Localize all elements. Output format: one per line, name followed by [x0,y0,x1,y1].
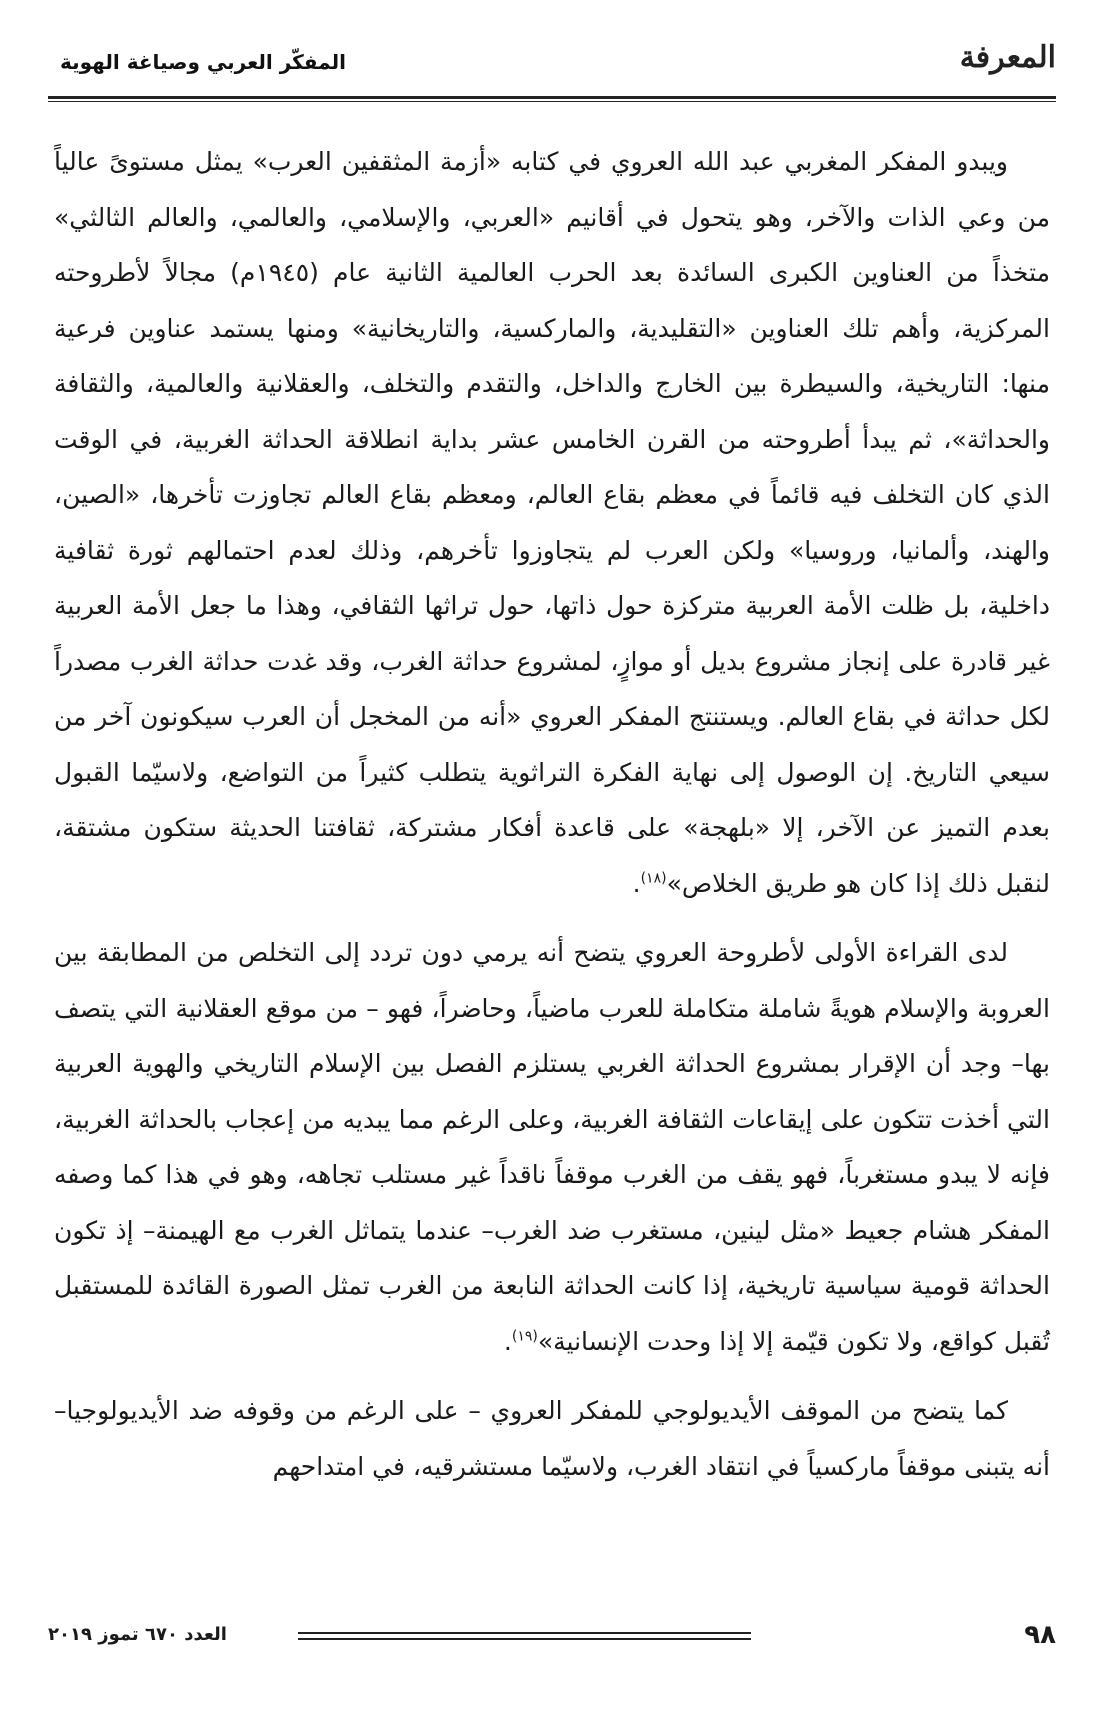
page-number: ٩٨ [1024,1620,1056,1650]
paragraph-1-text: ويبدو المفكر المغربي عبد الله العروي في كتابه «أزمة المثقفين العرب» يمثل مستوىً عالياً من وعي الذات والآخر، وهو يتحول في أقانيم «العربي، والإسلامي، والعالمي، والعالم الثالثي» متخذاً من العناوين الكبرى السائدة بعد الحرب العالمية الثانية عام (١٩٤٥م) مجالاً لأطروحته المركزية، وأهم تلك العناوين «التقليدية، والماركسية، والتاريخانية» ومنها يستمد عناوين فرعية منها: التاريخية، والسيطرة بين الخارج والداخل، والتقدم والتخلف، والعقلانية والعالمية، والثقافة والحداثة»، ثم يبدأ أطروحته من القرن الخامس عشر بداية انطلاقة الحداثة الغربية، في الوقت الذي كان التخلف فيه قائماً في معظم بقاع العالم، ومعظم بقاع العالم تجاوزت تأخرها، «الصين، والهند، وألمانيا، وروسيا» ولكن العرب لم يتجاوزوا تأخرهم، وذلك لعدم احتمالهم ثورة ثقافية داخلية، بل ظلت الأمة العربية متركزة حول ذاتها، حول تراثها الثقافي، وهذا ما جعل الأمة العربية غير قادرة على إنجاز مشروع بديل أو موازٍ، لمشروع حداثة الغرب، وقد غدت حداثة الغرب مصدراً لكل حداثة في بقاع العالم. ويستنتج المفكر العروي «أنه من المخجل أن العرب سيكونون آخر من سيعي التاريخ. إن الوصول إلى نهاية الفكرة التراثوية يتطلب كثيراً من التواضع، ولاسيّما القبول بعدم التميز عن الآخر، إلا «بلهجة» على قاعدة أفكار مشتركة، ثقافتنا الحديثة ستكون مشتقة، لنقبل ذلك إذا كان هو طريق الخلاص» [54,147,1051,898]
paragraph-3: كما يتضح من الموقف الأيديولوجي للمفكر العروي – على الرغم من وقوفه ضد الأيديولوجيا– أنه يتبنى موقفاً ماركسياً في انتقاد الغرب، ولاسيّما مستشرقيه، في امتداحهم [54,1396,1050,1481]
issue-info: العدد ٦٧٠ تموز ٢٠١٩ [48,1624,227,1645]
footer-rule-double [298,1638,751,1640]
header-rule-thin [48,101,1056,102]
running-title: المفكّر العربي وصياغة الهوية [60,50,346,74]
article-body [54,134,1050,1574]
footnote-ref-18: (١٨) [640,870,667,887]
paragraph-1 [54,134,1050,911]
paragraph-2-text: لدى القراءة الأولى لأطروحة العروي يتضح أنه يرمي دون تردد إلى التخلص من المطابقة بين العروبة والإسلام هويةً شاملة متكاملة للعرب ماضياً، وحاضراً، فهو – من موقع العقلانية التي يتصف بها– وجد أن الإقرار بمشروع الحداثة الغربي يستلزم الفصل بين الإسلام التاريخي والهوية العربية التي أخذت تتكون على إيقاعات الثقافة الغربية، وعلى الرغم مما يبديه من إعجاب بالحداثة الغربية، فإنه لا يبدو مستغرباً، فهو يقف من الغرب موقفاً ناقداً غير مستلب تجاهه، وهو في هذا كما وصفه المفكر هشام جعيط «مثل لينين، مستغرب ضد الغرب– عندما يتماثل الغرب مع الهيمنة– إذ تكون الحداثة قومية سياسية تاريخية، إذا كانت الحداثة النابعة من الغرب تمثل الصورة القائدة للمستقبل تُقبل كواقع، ولا تكون قيّمة إلا إذا وحدت الإنسانية» [54,938,1050,1356]
paragraph-2-end: . [503,1326,512,1356]
footnote-ref-19: (١٩) [511,1328,538,1345]
paragraph-1-end: . [632,868,641,898]
header-rule [48,96,1056,99]
footer-rule [298,1632,751,1634]
paragraph-2 [54,925,1050,1369]
page-header [60,40,1056,90]
magazine-logo: المعرفة [959,40,1056,75]
page-footer [48,1620,1056,1656]
